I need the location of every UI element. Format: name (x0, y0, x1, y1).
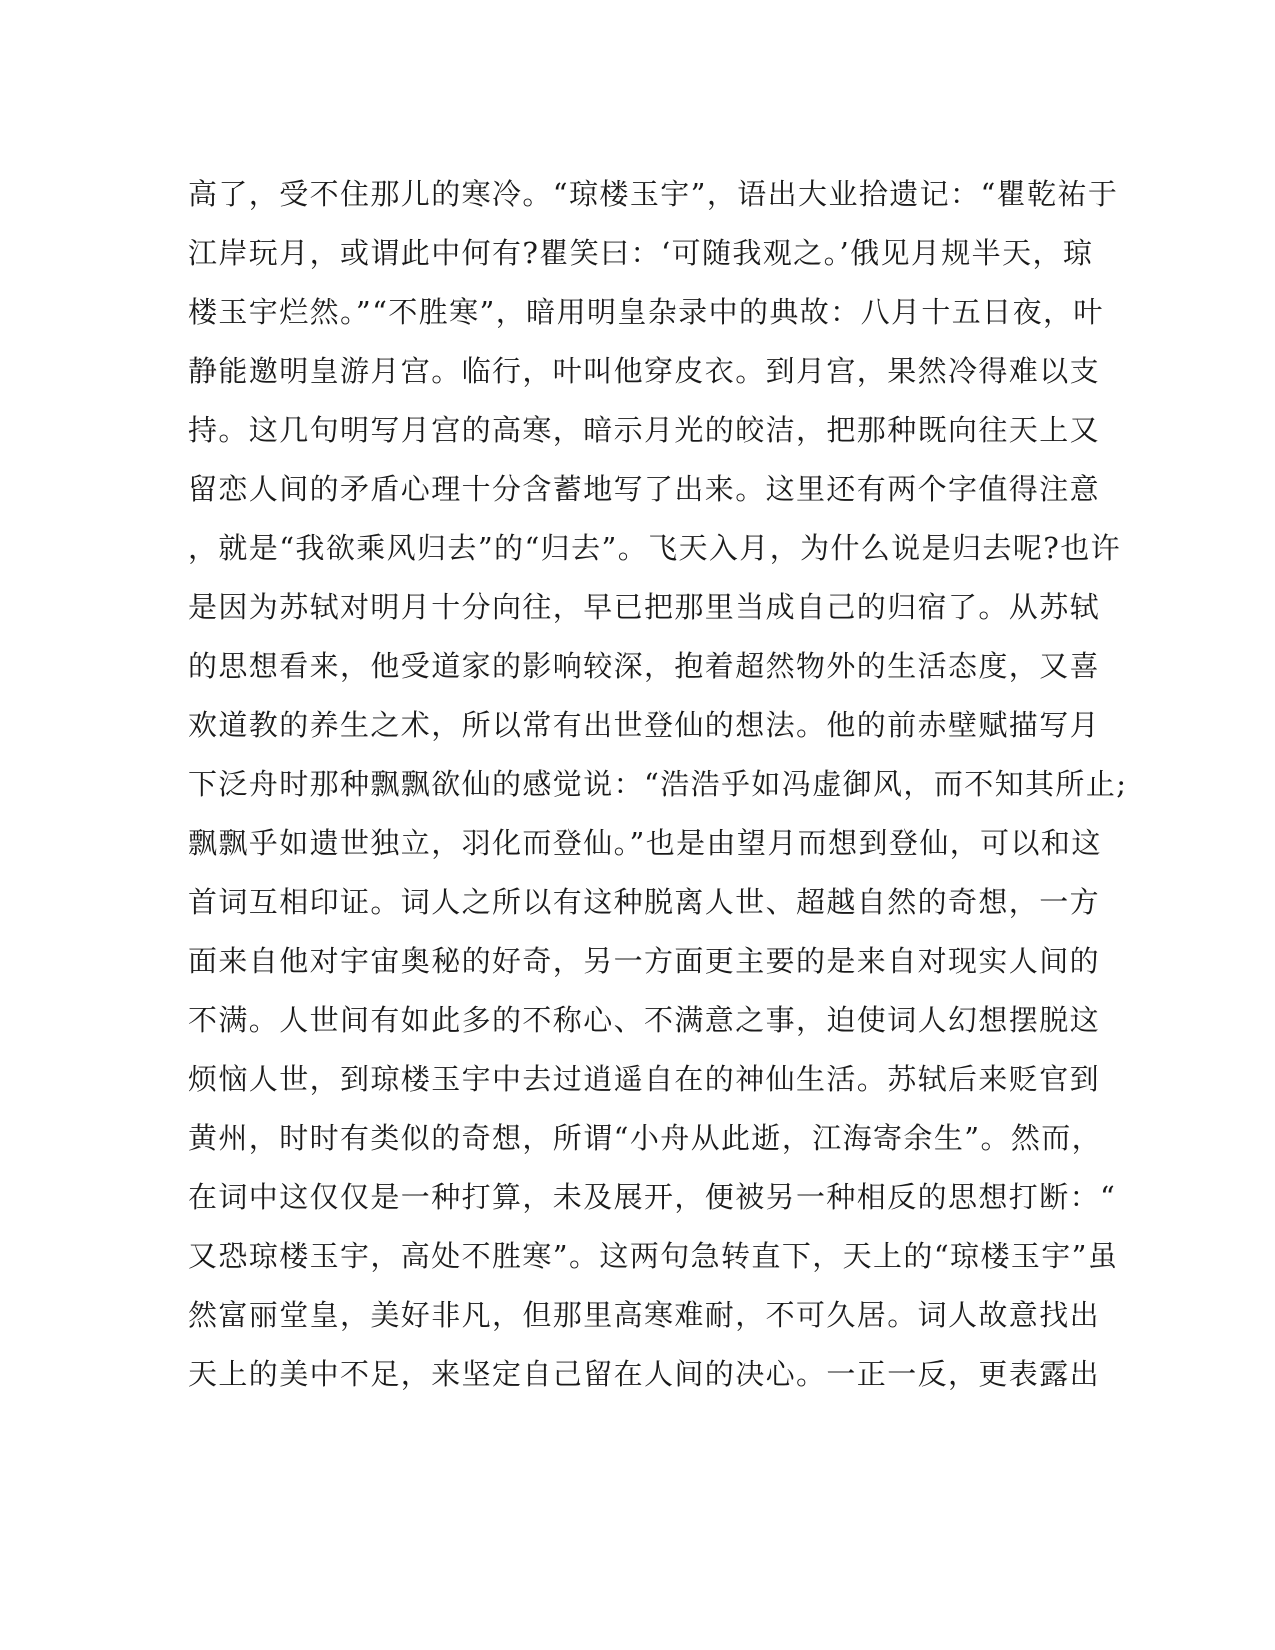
text-line: 下泛舟时那种飘飘欲仙的感觉说：“浩浩乎如冯虚御风，而不知其所止; (188, 767, 1128, 801)
text-line: 楼玉宇烂然。”“不胜寒”，暗用明皇杂录中的典故：八月十五日夜，叶 (188, 295, 1104, 329)
text-line: 留恋人间的矛盾心理十分含蓄地写了出来。这里还有两个字值得注意 (188, 472, 1101, 506)
body-text (188, 165, 1128, 1404)
text-line: ，就是“我欲乘风归去”的“归去”。飞天入月，为什么说是归去呢?也许 (188, 531, 1122, 565)
text-line: 的思想看来，他受道家的影响较深，抱着超然物外的生活态度，又喜 (188, 649, 1101, 683)
text-line: 不满。人世间有如此多的不称心、不满意之事，迫使词人幻想摆脱这 (188, 1003, 1101, 1037)
text-line: 烦恼人世，到琼楼玉宇中去过逍遥自在的神仙生活。苏轼后来贬官到 (188, 1062, 1101, 1096)
text-line: 面来自他对宇宙奥秘的好奇，另一方面更主要的是来自对现实人间的 (188, 944, 1101, 978)
text-line: 又恐琼楼玉宇，高处不胜寒”。这两句急转直下，天上的“琼楼玉宇”虽 (188, 1239, 1119, 1273)
text-line: 在词中这仅仅是一种打算，未及展开，便被另一种相反的思想打断：“ (188, 1180, 1117, 1214)
text-line: 天上的美中不足，来坚定自己留在人间的决心。一正一反，更表露出 (188, 1357, 1101, 1391)
text-line: 首词互相印证。词人之所以有这种脱离人世、超越自然的奇想，一方 (188, 885, 1101, 919)
text-line: 江岸玩月，或谓此中何有?瞿笑曰：‘可随我观之。’俄见月规半天，琼 (188, 236, 1094, 270)
text-line: 欢道教的养生之术，所以常有出世登仙的想法。他的前赤壁赋描写月 (188, 708, 1101, 742)
text-line: 静能邀明皇游月宫。临行，叶叫他穿皮衣。到月宫，果然冷得难以支 (188, 354, 1101, 388)
text-line: 高了，受不住那儿的寒冷。“琼楼玉宇”，语出大业拾遗记：“瞿乾祐于 (188, 177, 1119, 211)
text-line: 飘飘乎如遗世独立，羽化而登仙。”也是由望月而想到登仙，可以和这 (188, 826, 1102, 860)
text-line: 然富丽堂皇，美好非凡，但那里高寒难耐，不可久居。词人故意找出 (188, 1298, 1101, 1332)
text-line: 持。这几句明写月宫的高寒，暗示月光的皎洁，把那种既向往天上又 (188, 413, 1101, 447)
text-line: 是因为苏轼对明月十分向往，早已把那里当成自己的归宿了。从苏轼 (188, 590, 1101, 624)
text-line: 黄州，时时有类似的奇想，所谓“小舟从此逝，江海寄余生”。然而， (188, 1121, 1103, 1155)
